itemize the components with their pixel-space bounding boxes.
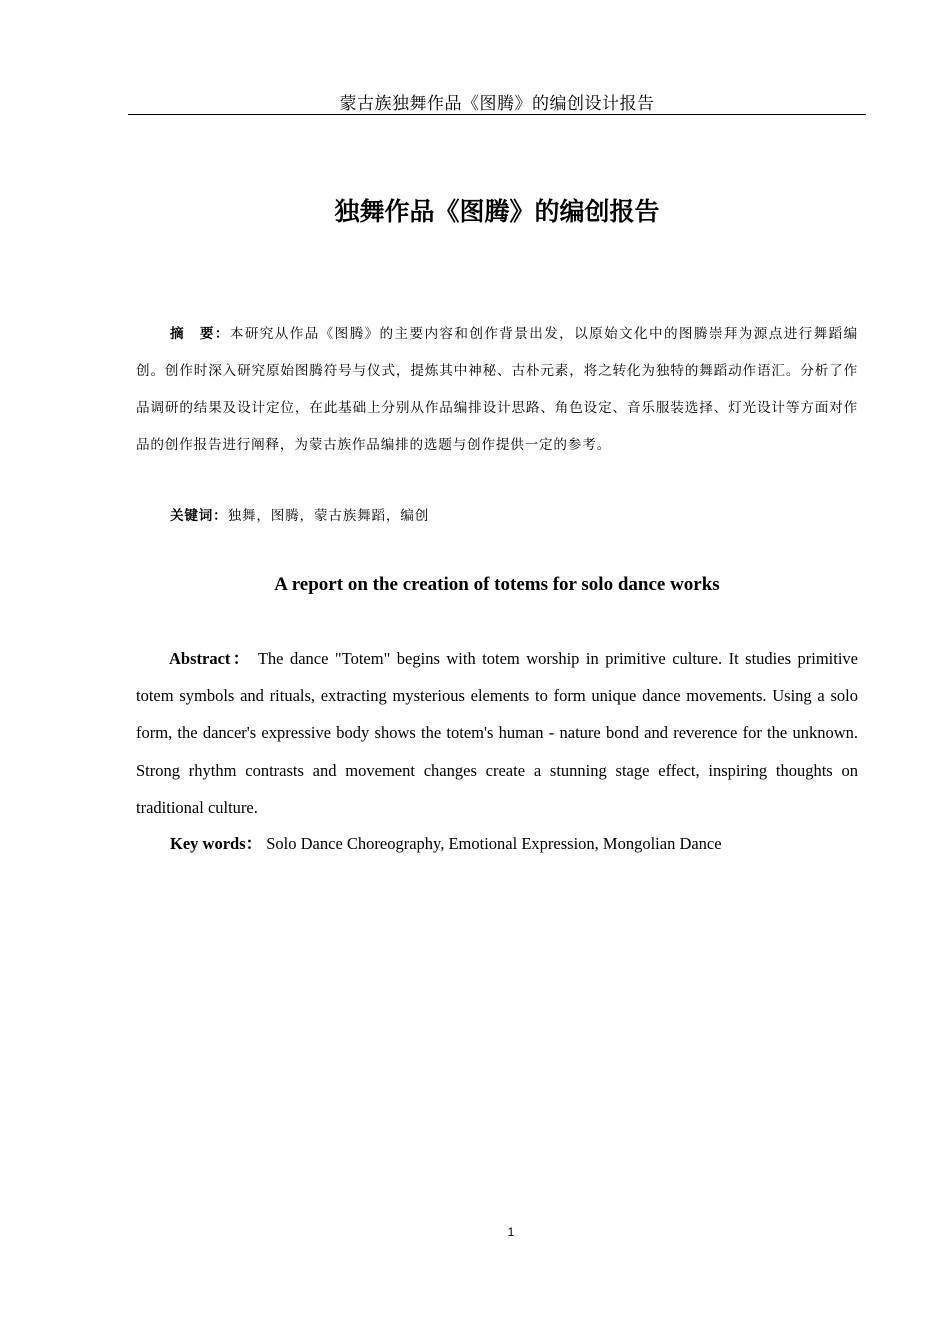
english-abstract — [136, 640, 858, 826]
chinese-abstract-text: 本研究从作品《图腾》的主要内容和创作背景出发，以原始文化中的图腾崇拜为源点进行舞蹈编创。创作时深入研究原始图腾符号与仪式，提炼其中神秘、古朴元素，将之转化为独特的舞蹈动作语汇。分析了作品调研的结果及设计定位，在此基础上分别从作品编排设计思路、角色设定、音乐服装选择、灯光设计等方面对作品的创作报告进行阐释，为蒙古族作品编排的选题与创作提供一定的参考。 — [136, 326, 858, 453]
chinese-abstract-label: 摘 要： — [170, 326, 230, 342]
english-keywords-text: Solo Dance Choreography, Emotional Expression, Mongolian Dance — [262, 834, 722, 853]
chinese-keywords-text: 独舞，图腾，蒙古族舞蹈，编创 — [227, 508, 430, 524]
english-keywords-label: Key words： — [170, 834, 263, 853]
english-title: A report on the creation of totems for solo dance works — [274, 574, 720, 595]
chinese-keywords-label: 关键词： — [170, 508, 228, 524]
english-abstract-label: Abstract： — [169, 649, 252, 668]
running-header: 蒙古族独舞作品《图腾》的编创设计报告 — [339, 94, 655, 114]
chinese-abstract — [136, 316, 858, 464]
chinese-title: 独舞作品《图腾》的编创报告 — [334, 197, 660, 226]
english-abstract-text: The dance "Totem" begins with totem worship in primitive culture. It studies primitive totem symbols and rituals, extracting mysterious elements to form unique dance movements. Using a solo form, the dancer's expressive body shows the totem's human - nature bond and reverence for the unknown. Strong rhythm contrasts and movement changes create a stunning stage effect, inspiring thoughts on traditional culture. — [136, 649, 858, 817]
chinese-keywords — [170, 501, 860, 531]
page-number: 1 — [507, 1225, 515, 1239]
header-rule — [128, 114, 866, 115]
english-keywords — [170, 830, 860, 858]
